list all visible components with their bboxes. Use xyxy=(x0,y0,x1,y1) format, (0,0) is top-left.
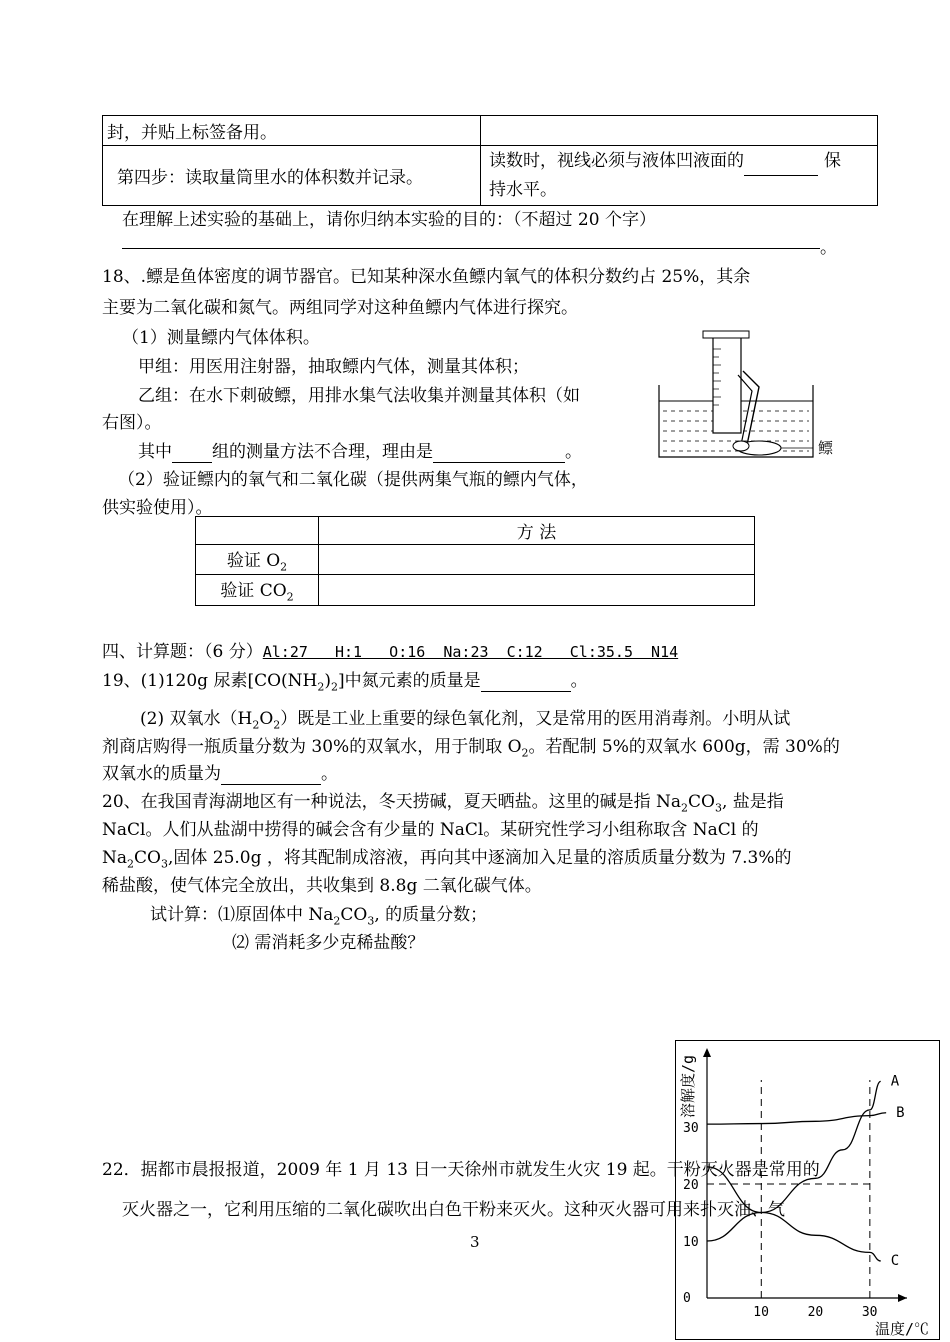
x-tick-label: 20 xyxy=(807,1305,824,1320)
x-tick-label: 30 xyxy=(861,1305,878,1320)
q18-part2-a: （2）验证鳔内的氧气和二氧化碳（提供两集气瓶的鳔内气体， xyxy=(118,470,588,490)
verify-co2-method[interactable] xyxy=(319,575,755,605)
verify-o2-label: 验证 $O_2$ xyxy=(196,545,319,575)
q19-part2-line2: 剂商店购得一瓶质量分数为 30%的双氧水，用于制取 $O_2$。若配制 5%的双氧水 600g，需 30%的 xyxy=(102,737,840,760)
h2o2-mass-blank[interactable] xyxy=(221,764,321,785)
verify-co2-label: 验证 $CO_2$ xyxy=(196,575,319,605)
q18-yi-a: 乙组：在水下刺破鳔，用排水集气法收集并测量其体积（如 xyxy=(138,386,580,406)
curve-label-a: A xyxy=(890,1073,900,1090)
water-displacement-figure xyxy=(655,327,845,477)
verify-o2-method[interactable] xyxy=(319,545,755,575)
q18-question: 其中 组的测量方法不合理，理由是 。 xyxy=(138,442,582,462)
curve-label-b: B xyxy=(896,1104,905,1121)
table2-header: 方 法 xyxy=(319,517,755,545)
verification-table xyxy=(195,516,755,606)
group-blank[interactable] xyxy=(172,442,212,463)
q18-line2: 主要为二氧化碳和氮气。两组同学对这种鱼鳔内气体进行探究。 xyxy=(102,298,578,318)
q20-line4: 稀盐酸，使气体完全放出，共收集到 8.8g 二氧化碳气体。 xyxy=(102,876,542,896)
q18-part1: （1）测量鳔内气体体积。 xyxy=(122,328,320,348)
q22-line2: 灭火器之一，它利用压缩的二氧化碳吹出白色干粉来灭火。这种灭火器可用来扑灭油、气 xyxy=(122,1200,785,1220)
q20-calc1: 试计算：⑴原固体中 $Na_2CO_3$, 的质量分数； xyxy=(150,905,488,928)
q20-line2: NaCl。人们从盐湖中捞得的碱会含有少量的 NaCl。某研究性学习小组称取含 NaCl 的 xyxy=(102,820,759,840)
bladder-label: 鳔 xyxy=(818,439,834,457)
experiment-table xyxy=(102,115,878,206)
page-number: 3 xyxy=(470,1233,480,1251)
atomic-masses: Al:27 H:1 O:16 Na:23 C:12 Cl:35.5 N14 xyxy=(262,643,679,661)
q18-yi-b: 右图）。 xyxy=(102,413,162,433)
q20-line1: 20、在我国青海湖地区有一种说法，冬天捞碱，夏天晒盐。这里的碱是指 $Na_2CO_3$, 盐是指 xyxy=(102,792,784,815)
q20-line3: $Na_2CO_3$,固体 25.0g ，将其配制成溶液，再向其中逐滴加入足量的溶质质量分数为 7.3%的 xyxy=(102,848,792,871)
x-axis-label: 温度/℃ xyxy=(875,1320,930,1338)
q19-part1: 19、(1)120g 尿素$[CO(NH_2)_2]$中氮元素的质量是 。 xyxy=(102,671,588,694)
q17-answer-line[interactable] xyxy=(122,228,820,249)
table1-row2-left: 第四步：读取量筒里水的体积数并记录。 xyxy=(103,146,481,206)
y-axis-label: 溶解度/g xyxy=(679,1054,697,1118)
table1-row1-right xyxy=(481,116,878,146)
nitrogen-mass-blank[interactable] xyxy=(481,671,571,692)
curve-label-c: C xyxy=(890,1252,900,1269)
q19-part2-line1: (2) 双氧水$(H_2O_2)$既是工业上重要的绿色氧化剂，又是常用的医用消毒剂。小明从试 xyxy=(140,709,791,732)
q17-purpose: 在理解上述实验的基础上，请你归纳本实验的目的：（不超过 20 个字） xyxy=(122,210,656,230)
q18-line1: 18、.鳔是鱼体密度的调节器官。已知某种深水鱼鳔内氧气的体积分数约占 25%，其余 xyxy=(102,267,751,287)
q20-calc2: ⑵ 需消耗多少克稀盐酸？ xyxy=(232,933,425,953)
solubility-chart xyxy=(675,1040,940,1340)
q18-part2-b: 供实验使用）。 xyxy=(102,498,213,518)
q18-jia: 甲组：用医用注射器，抽取鳔内气体，测量其体积； xyxy=(138,357,529,377)
table1-row1-left: 封，并贴上标签备用。 xyxy=(103,116,481,146)
y-tick-label: 10 xyxy=(683,1235,699,1250)
origin-label: 0 xyxy=(683,1291,691,1306)
table1-row2-right: 读数时，视线必须与液体凹液面的 保 持水平。 xyxy=(481,146,878,206)
y-tick-label: 30 xyxy=(683,1121,699,1136)
q19-part2-line3: 双氧水的质量为 。 xyxy=(102,764,338,784)
reason-blank[interactable] xyxy=(433,442,565,463)
q17-end: 。 xyxy=(820,238,837,258)
q22-line1: 22．据都市晨报报道，2009 年 1 月 13 日一天徐州市就发生火灾 19 起。干粉灭火器是常用的 xyxy=(102,1160,820,1180)
table2-corner xyxy=(196,517,319,545)
y-tick-label: 20 xyxy=(683,1178,699,1193)
answer-blank[interactable] xyxy=(744,147,818,176)
x-tick-label: 10 xyxy=(753,1305,769,1320)
section4-heading: 四、计算题：（6 分）Al:27 H:1 O:16 Na:23 C:12 Cl:35.5 N14 xyxy=(102,642,679,662)
